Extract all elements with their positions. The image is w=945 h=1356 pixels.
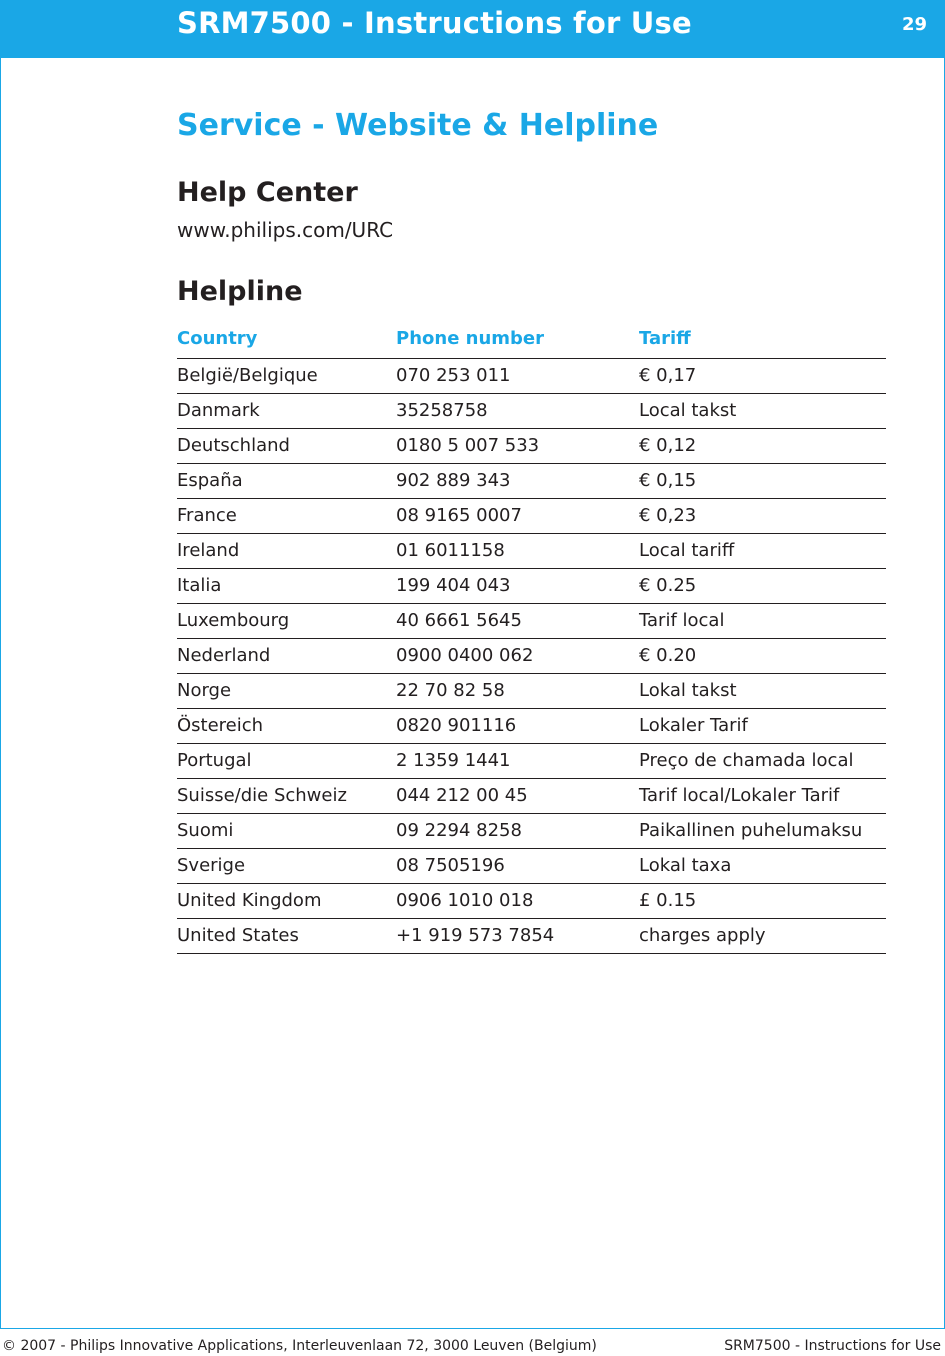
- table-row: [177, 464, 886, 499]
- country-cell: France: [177, 505, 237, 526]
- country-cell: Norge: [177, 680, 232, 701]
- country-cell: Sverige: [177, 855, 246, 876]
- table-row: [177, 604, 886, 639]
- table-row: [177, 849, 886, 884]
- table-row: [177, 744, 886, 779]
- phone-cell: 0906 1010 018: [396, 890, 534, 911]
- tariff-cell: € 0,15: [639, 470, 697, 491]
- table-row: [177, 709, 886, 744]
- country-cell: Deutschland: [177, 435, 290, 456]
- tariff-cell: Paikallinen puhelumaksu: [639, 820, 863, 841]
- phone-cell: 044 212 00 45: [396, 785, 528, 806]
- tariff-cell: Lokal taxa: [639, 855, 732, 876]
- header-title: SRM7500 - Instructions for Use: [177, 6, 692, 40]
- column-header-country: Country: [177, 328, 258, 349]
- column-header-phone: Phone number: [396, 328, 545, 349]
- country-cell: España: [177, 470, 243, 491]
- tariff-cell: € 0.25: [639, 575, 697, 596]
- phone-cell: 09 2294 8258: [396, 820, 522, 841]
- country-cell: Danmark: [177, 400, 260, 421]
- tariff-cell: Tarif local: [639, 610, 725, 631]
- table-row: [177, 639, 886, 674]
- phone-cell: +1 919 573 7854: [396, 925, 555, 946]
- tariff-cell: € 0,23: [639, 505, 697, 526]
- header-bar: [0, 0, 945, 58]
- phone-cell: 0180 5 007 533: [396, 435, 540, 456]
- table-row: [177, 884, 886, 919]
- table-row: [177, 394, 886, 429]
- table-row: [177, 569, 886, 604]
- table-row: [177, 429, 886, 464]
- tariff-cell: Tarif local/Lokaler Tarif: [639, 785, 840, 806]
- country-cell: Suisse/die Schweiz: [177, 785, 347, 806]
- tariff-cell: charges apply: [639, 925, 766, 946]
- country-cell: België/Belgique: [177, 365, 318, 386]
- helpline-table: [177, 322, 886, 954]
- tariff-cell: Lokal takst: [639, 680, 737, 701]
- table-body: [177, 359, 886, 954]
- phone-cell: 0900 0400 062: [396, 645, 534, 666]
- page-number: 29: [901, 14, 927, 35]
- country-cell: Portugal: [177, 750, 252, 771]
- table-row: [177, 359, 886, 394]
- country-cell: Luxembourg: [177, 610, 290, 631]
- tariff-cell: Preço de chamada local: [639, 750, 854, 771]
- phone-cell: 199 404 043: [396, 575, 511, 596]
- phone-cell: 902 889 343: [396, 470, 511, 491]
- help-center-url[interactable]: www.philips.com/URC: [177, 218, 394, 242]
- table-row: [177, 674, 886, 709]
- help-center-heading: Help Center: [177, 177, 358, 208]
- helpline-heading: Helpline: [177, 276, 303, 307]
- table-row: [177, 534, 886, 569]
- section-title: Service - Website & Helpline: [177, 108, 659, 143]
- tariff-cell: Local takst: [639, 400, 737, 421]
- country-cell: Ireland: [177, 540, 240, 561]
- table-row: [177, 919, 886, 954]
- country-cell: United Kingdom: [177, 890, 322, 911]
- table-header: [177, 322, 886, 359]
- phone-cell: 40 6661 5645: [396, 610, 522, 631]
- table-row: [177, 814, 886, 849]
- table-row: [177, 499, 886, 534]
- country-cell: Nederland: [177, 645, 271, 666]
- country-cell: United States: [177, 925, 299, 946]
- table-row: [177, 779, 886, 814]
- phone-cell: 0820 901116: [396, 715, 517, 736]
- footer-copyright: © 2007 - Philips Innovative Applications, Interleuvenlaan 72, 3000 Leuven (Belgium): [2, 1338, 597, 1354]
- country-cell: Italia: [177, 575, 222, 596]
- country-cell: Östereich: [177, 715, 264, 736]
- column-header-tariff: Tariff: [639, 328, 691, 349]
- country-cell: Suomi: [177, 820, 234, 841]
- tariff-cell: € 0.20: [639, 645, 697, 666]
- phone-cell: 08 7505196: [396, 855, 505, 876]
- phone-cell: 2 1359 1441: [396, 750, 511, 771]
- tariff-cell: Lokaler Tarif: [639, 715, 748, 736]
- phone-cell: 22 70 82 58: [396, 680, 505, 701]
- phone-cell: 01 6011158: [396, 540, 505, 561]
- tariff-cell: € 0,12: [639, 435, 697, 456]
- phone-cell: 35258758: [396, 400, 488, 421]
- tariff-cell: £ 0.15: [639, 890, 697, 911]
- phone-cell: 08 9165 0007: [396, 505, 522, 526]
- phone-cell: 070 253 011: [396, 365, 511, 386]
- tariff-cell: € 0,17: [639, 365, 697, 386]
- tariff-cell: Local tariff: [639, 540, 735, 561]
- footer-doc-title: SRM7500 - Instructions for Use: [724, 1338, 941, 1354]
